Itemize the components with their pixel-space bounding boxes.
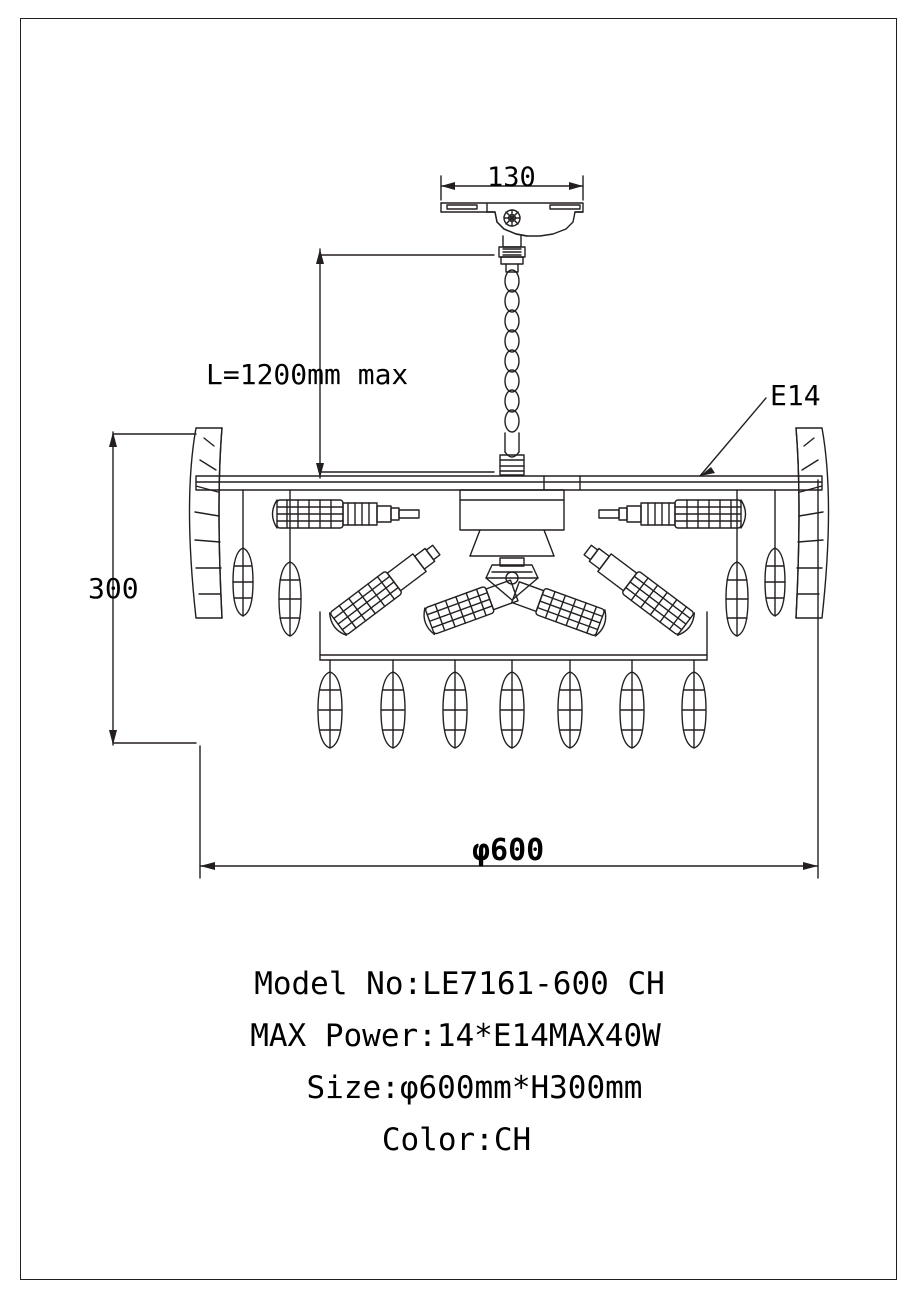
dim-diameter (200, 480, 818, 878)
spec-size: Size:φ600mm*H300mm (306, 1070, 643, 1106)
lower-ring-bar (320, 612, 707, 660)
outer-crystal-panel-left (190, 428, 223, 618)
spec-power: MAX Power:14*E14MAX40W (250, 1018, 661, 1054)
callout-e14 (700, 398, 766, 476)
dim-label-top-width: 130 (487, 162, 536, 193)
lamp-upper-right (599, 500, 746, 528)
lamp-angled-left-inner (421, 577, 519, 636)
callout-label-e14: E14 (770, 379, 821, 412)
dim-label-drop-length: L=1200mm max (206, 358, 409, 391)
outer-crystal-panel-right (796, 428, 829, 618)
spec-color: Color:CH (381, 1122, 532, 1158)
center-hub (486, 558, 538, 600)
lamp-angled-left-outer (326, 539, 445, 638)
crystal-drops-upper-left (233, 490, 301, 636)
lamp-upper-left (273, 500, 420, 528)
specification-block (0, 958, 919, 1166)
dim-label-height: 300 (88, 572, 139, 605)
suspension-chain (500, 270, 524, 475)
lamp-angled-right-outer (579, 539, 698, 638)
spec-model: Model No:LE7161-600 CH (254, 966, 665, 1002)
crystal-drops-upper-right (726, 490, 785, 636)
crystal-drops-lower (318, 660, 706, 748)
dim-label-diameter: φ600 (472, 833, 545, 868)
ceiling-canopy (441, 203, 583, 272)
